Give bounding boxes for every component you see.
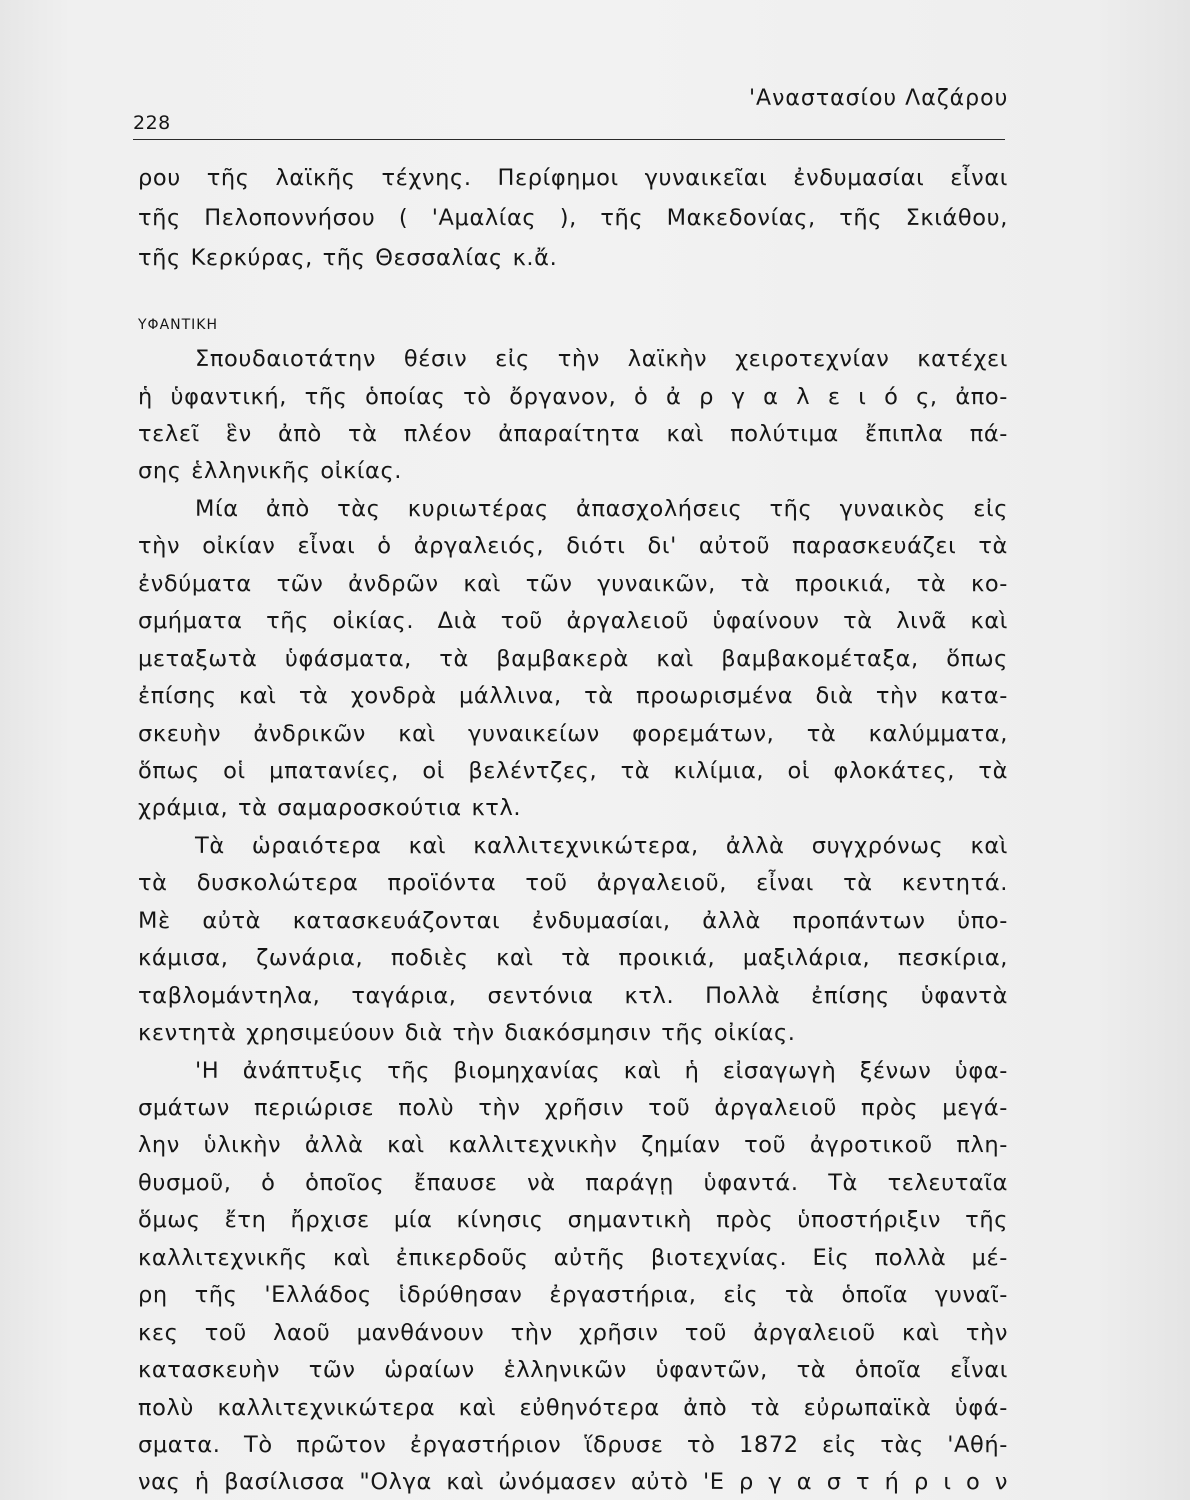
text-line: σμάτων περιώρισε πολὺ τὴν χρῆσιν τοῦ ἀργαλειοῦ πρὸς μεγά- [138,1095,1008,1121]
text-line: τῆς Πελοποννήσου ( 'Αμαλίας ), τῆς Μακεδονίας, τῆς Σκιάθου, [138,205,1008,231]
text-line: ἡ ὑφαντική, τῆς ὁποίας τὸ ὄργανον, ὁ ἀ ρ γ α λ ε ι ό ς, ἀπο- [138,384,1008,410]
text-line: ἐπίσης καὶ τὰ χονδρὰ μάλλινα, τὰ προωρισμένα διὰ τὴν κατα- [138,683,1008,709]
text-line: ὅμως ἔτη ἤρχισε μία κίνησις σημαντικὴ πρὸς ὑποστήριξιν τῆς [138,1207,1008,1233]
text-line: τὰ δυσκολώτερα προϊόντα τοῦ ἀργαλειοῦ, εἶναι τὰ κεντητά. [138,870,1008,896]
text-line: χράμια, τὰ σαμαροσκούτια κτλ. [138,795,522,821]
text-line: τὴν οἰκίαν εἶναι ὁ ἀργαλειός, διότι δι' αὐτοῦ παρασκευάζει τὰ [138,533,1008,559]
text-line: Τὰ ὡραιότερα καὶ καλλιτεχνικώτερα, ἀλλὰ συγχρόνως καὶ [195,833,1008,859]
text-line: κεντητὰ χρησιμεύουν διὰ τὴν διακόσμησιν τῆς οἰκίας. [138,1020,796,1046]
text-line: θυσμοῦ, ὁ ὁποῖος ἔπαυσε νὰ παράγῃ ὑφαντά. Τὰ τελευταῖα [138,1170,1008,1196]
text-line: σης ἑλληνικῆς οἰκίας. [138,458,403,484]
text-line: τελεῖ ἓν ἀπὸ τὰ πλέον ἀπαραίτητα καὶ πολύτιμα ἔπιπλα πά- [138,421,1008,447]
text-line: κες τοῦ λαοῦ μανθάνουν τὴν χρῆσιν τοῦ ἀργαλειοῦ καὶ τὴν [138,1320,1008,1346]
text-line: ταβλομάντηλα, ταγάρια, σεντόνια κτλ. Πολλὰ ἐπίσης ὑφαντὰ [138,983,1008,1009]
text-line: σκευὴν ἀνδρικῶν καὶ γυναικείων φορεμάτων, τὰ καλύμματα, [138,721,1008,747]
text-line: κάμισα, ζωνάρια, ποδιὲς καὶ τὰ προικιά, μαξιλάρια, πεσκίρια, [138,945,1008,971]
text-line: ὅπως οἱ μπατανίες, οἱ βελέντζες, τὰ κιλίμια, οἱ φλοκάτες, τὰ [138,758,1008,784]
text-line: λην ὑλικὴν ἀλλὰ καὶ καλλιτεχνικὴν ζημίαν τοῦ ἀγροτικοῦ πλη- [138,1132,1008,1158]
text-line: μεταξωτὰ ὑφάσματα, τὰ βαμβακερὰ καὶ βαμβακομέταξα, ὅπως [138,646,1008,672]
text-line: Μὲ αὐτὰ κατασκευάζονται ἐνδυμασίαι, ἀλλὰ προπάντων ὑπο- [138,908,1008,934]
text-line: πολὺ καλλιτεχνικώτερα καὶ εὐθηνότερα ἀπὸ τὰ εὐρωπαϊκὰ ὑφά- [138,1395,1008,1421]
header-rule [133,139,1005,140]
section-heading: ΥΦΑΝΤΙΚΗ [138,317,219,333]
text-line: κατασκευὴν τῶν ὡραίων ἑλληνικῶν ὑφαντῶν, τὰ ὁποῖα εἶναι [138,1357,1008,1383]
page-number: 228 [133,112,171,134]
text-line: σμήματα τῆς οἰκίας. Διὰ τοῦ ἀργαλειοῦ ὑφαίνουν τὰ λινᾶ καὶ [138,608,1008,634]
text-line: Μία ἀπὸ τὰς κυριωτέρας ἀπασχολήσεις τῆς γυναικὸς εἰς [195,496,1008,522]
text-line: σματα. Τὸ πρῶτον ἐργαστήριον ἵδρυσε τὸ 1872 εἰς τὰς 'Αθή- [138,1432,1008,1458]
running-title: 'Αναστασίου Λαζάρου [749,86,1009,111]
text-line: Σπουδαιοτάτην θέσιν εἰς τὴν λαϊκὴν χειροτεχνίαν κατέχει [195,346,1008,372]
text-line: τῆς Κερκύρας, τῆς Θεσσαλίας κ.ἄ. [138,245,558,271]
text-line: καλλιτεχνικῆς καὶ ἐπικερδοῦς αὐτῆς βιοτεχνίας. Εἰς πολλὰ μέ- [138,1245,1008,1271]
text-line: ἐνδύματα τῶν ἀνδρῶν καὶ τῶν γυναικῶν, τὰ προικιά, τὰ κο- [138,571,1008,597]
text-line: ρου τῆς λαϊκῆς τέχνης. Περίφημοι γυναικεῖαι ἐνδυμασίαι εἶναι [138,165,1008,191]
text-line: ρη τῆς 'Ελλάδος ἱδρύθησαν ἐργαστήρια, εἰς τὰ ὁποῖα γυναῖ- [138,1282,1008,1308]
text-line: νας ἡ βασίλισσα "Ολγα καὶ ὠνόμασεν αὐτὸ 'Ε ρ γ α σ τ ή ρ ι ο ν [138,1469,1008,1495]
text-line: 'Η ἀνάπτυξις τῆς βιομηχανίας καὶ ἡ εἰσαγωγὴ ξένων ὑφα- [195,1058,1008,1084]
